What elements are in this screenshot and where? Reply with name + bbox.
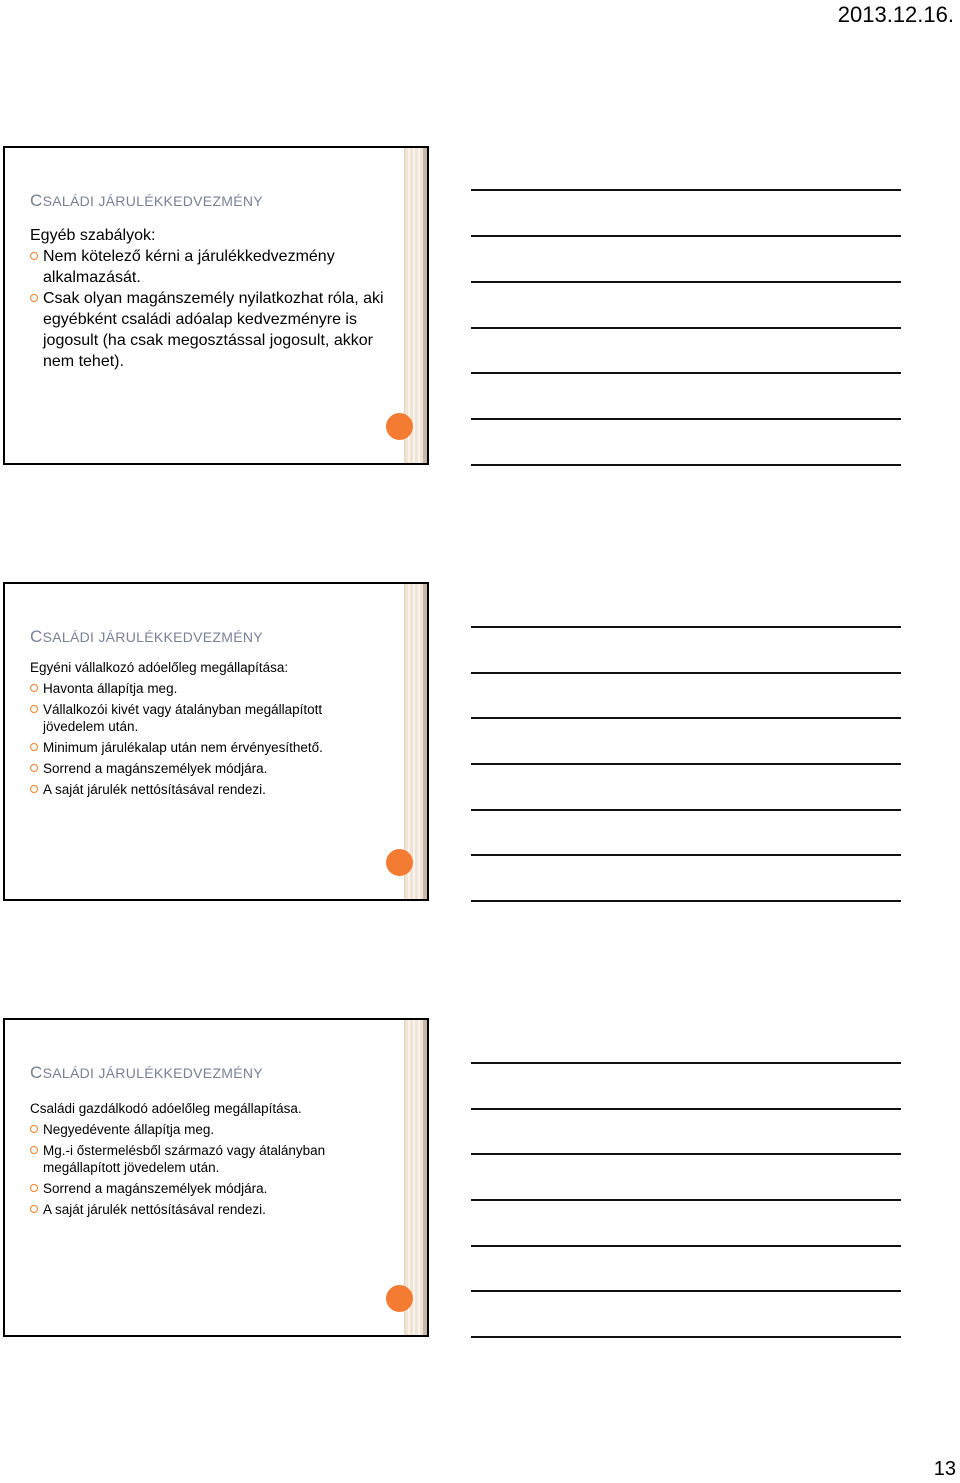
- note-line: [471, 1108, 901, 1110]
- note-line: [471, 672, 901, 674]
- note-line: [471, 372, 901, 374]
- slide-orange-circle: [386, 1285, 413, 1312]
- list-item-text: Nem kötelező kérni a járulékkedvezmény alkalmazását.: [43, 248, 335, 286]
- slide-title: [30, 627, 263, 647]
- list-item: [30, 680, 387, 697]
- note-line: [471, 1062, 901, 1064]
- slide-1: [3, 146, 429, 465]
- note-line: [471, 626, 901, 628]
- list-item-text: A saját járulék nettósításával rendezi.: [43, 1202, 266, 1217]
- bullet-circle-icon: [30, 705, 38, 713]
- slide-body: [30, 225, 387, 372]
- slide-title-rest: SALÁDI JÁRULÉKKEDVEZMÉNY: [42, 193, 263, 209]
- bullet-circle-icon: [30, 1184, 38, 1192]
- note-line: [471, 763, 901, 765]
- note-line: [471, 1290, 901, 1292]
- list-item: [30, 246, 387, 288]
- bullet-list: [30, 680, 387, 798]
- list-item: [30, 1121, 387, 1138]
- slide-body: [30, 1100, 387, 1218]
- list-item: [30, 760, 387, 777]
- list-item: [30, 1142, 387, 1176]
- slide-title-rest: SALÁDI JÁRULÉKKEDVEZMÉNY: [42, 629, 263, 645]
- bullet-circle-icon: [30, 684, 38, 692]
- bullet-circle-icon: [30, 252, 38, 260]
- bullet-circle-icon: [30, 785, 38, 793]
- slide-lead: Egyéb szabályok:: [30, 227, 156, 244]
- bullet-circle-icon: [30, 743, 38, 751]
- note-line: [471, 235, 901, 237]
- list-item-text: Csak olyan magánszemély nyilatkozhat róla, aki egyébként családi adóalap kedvezményre is jogosult (ha csak megosztással jogosult, akkor nem tehet).: [43, 290, 384, 370]
- list-item-text: Havonta állapítja meg.: [43, 681, 178, 696]
- bullet-list: [30, 1121, 387, 1218]
- list-item-text: Negyedévente állapítja meg.: [43, 1122, 215, 1137]
- note-line: [471, 900, 901, 902]
- note-line: [471, 281, 901, 283]
- slide-title-initial: C: [30, 191, 43, 210]
- list-item: [30, 781, 387, 798]
- list-item: [30, 739, 387, 756]
- bullet-circle-icon: [30, 1146, 38, 1154]
- list-item: [30, 288, 387, 372]
- slide-3: [3, 1018, 429, 1337]
- list-item-text: Sorrend a magánszemélyek módjára.: [43, 1181, 268, 1196]
- note-line: [471, 1153, 901, 1155]
- slide-title: [30, 191, 263, 211]
- list-item-text: Sorrend a magánszemélyek módjára.: [43, 761, 268, 776]
- list-item: [30, 1201, 387, 1218]
- slide-orange-circle: [386, 413, 413, 440]
- list-item: [30, 701, 387, 735]
- list-item-text: A saját járulék nettósításával rendezi.: [43, 782, 266, 797]
- bullet-list: [30, 246, 387, 372]
- page-number: 13: [933, 1458, 956, 1480]
- bullet-circle-icon: [30, 294, 38, 302]
- list-item: [30, 1180, 387, 1197]
- slide-lead: Egyéni vállalkozó adóelőleg megállapítása:: [30, 660, 289, 675]
- note-line: [471, 717, 901, 719]
- slide-title-rest: SALÁDI JÁRULÉKKEDVEZMÉNY: [42, 1065, 263, 1081]
- slide-title-initial: C: [30, 1063, 43, 1082]
- note-line: [471, 1199, 901, 1201]
- list-item-text: Minimum járulékalap után nem érvényesíthető.: [43, 740, 323, 755]
- slide-title: [30, 1063, 263, 1083]
- slide-lead: Családi gazdálkodó adóelőleg megállapítása.: [30, 1101, 302, 1116]
- list-item-text: Vállalkozói kivét vagy átalányban megállapított jövedelem után.: [43, 702, 323, 734]
- slide-orange-circle: [386, 849, 413, 876]
- list-item-text: Mg.-i őstermelésből származó vagy átalányban megállapított jövedelem után.: [43, 1143, 326, 1175]
- note-line: [471, 418, 901, 420]
- bullet-circle-icon: [30, 1125, 38, 1133]
- note-line: [471, 1245, 901, 1247]
- bullet-circle-icon: [30, 1205, 38, 1213]
- page-date: 2013.12.16.: [837, 2, 954, 27]
- note-line: [471, 809, 901, 811]
- note-line: [471, 327, 901, 329]
- slide-2: [3, 582, 429, 901]
- slide-body: [30, 659, 387, 798]
- note-line: [471, 464, 901, 466]
- bullet-circle-icon: [30, 764, 38, 772]
- slide-title-initial: C: [30, 627, 43, 646]
- note-line: [471, 1336, 901, 1338]
- note-line: [471, 189, 901, 191]
- note-line: [471, 854, 901, 856]
